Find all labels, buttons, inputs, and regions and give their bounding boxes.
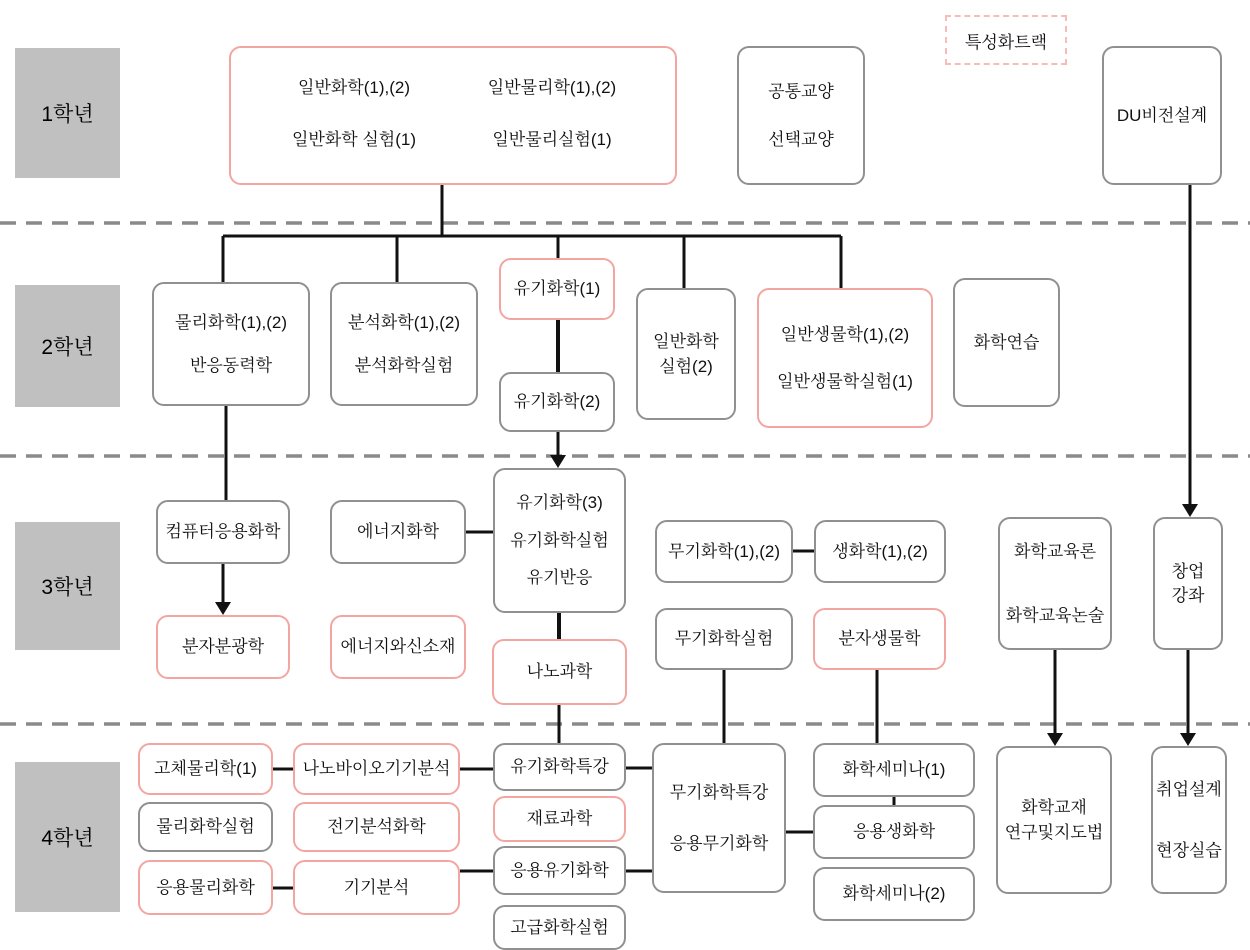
course-label: 창업 xyxy=(1171,561,1205,581)
course-label: 일반물리실험(1) xyxy=(492,129,612,149)
course-label: 고체물리학(1) xyxy=(154,759,257,779)
course-box-inorganic-chem-lab xyxy=(655,608,793,670)
course-label: 응용물리화학 xyxy=(156,877,255,897)
course-box-organic2 xyxy=(499,372,615,432)
course-box-nano-bio-instrument xyxy=(293,743,460,795)
course-label: 분석화학(1),(2) xyxy=(348,312,460,332)
course-box-inorganic-special-group xyxy=(652,743,786,893)
course-box-materials-science xyxy=(493,796,626,842)
course-label: 유기화학(1) xyxy=(513,279,601,299)
year-label-3 xyxy=(15,522,120,650)
special-track-tag xyxy=(945,15,1067,65)
course-label: 화학교육논술 xyxy=(1005,605,1105,625)
year-label-text: 2학년 xyxy=(41,336,94,359)
course-label: 분자분광학 xyxy=(181,637,265,657)
course-label: 일반화학 실험(1) xyxy=(291,129,417,149)
course-label: 기기분석 xyxy=(343,877,410,897)
course-label: 재료과학 xyxy=(526,809,593,829)
course-box-organic3-group xyxy=(493,468,626,613)
year-label-4 xyxy=(15,762,120,912)
course-box-electro-analytical xyxy=(293,802,460,852)
course-label: 응용무기화학 xyxy=(669,834,769,853)
year-label-2 xyxy=(15,285,120,407)
course-box-first-year-core xyxy=(229,46,677,185)
course-box-computer-applied-chem xyxy=(156,500,290,564)
course-box-molecular-spectroscopy xyxy=(156,615,290,679)
course-label: 나노바이오기기분석 xyxy=(302,759,451,779)
course-label: 유기화학(3) xyxy=(516,493,603,513)
course-label: 나노과학 xyxy=(526,662,593,682)
course-label: 공통교양 xyxy=(768,81,834,101)
course-box-energy-new-materials xyxy=(330,615,466,679)
course-label: 실험(2) xyxy=(659,356,713,376)
course-box-analytical-chem xyxy=(330,282,478,406)
course-box-chem-education xyxy=(998,517,1112,650)
course-label: 유기화학(2) xyxy=(513,392,601,412)
course-box-general-bio xyxy=(757,288,933,428)
course-label: 고급화학실험 xyxy=(510,917,609,937)
course-box-applied-organic xyxy=(493,846,626,895)
year-label-text: 3학년 xyxy=(41,576,94,599)
course-label: 일반화학(1),(2) xyxy=(298,78,410,98)
course-box-nano-science xyxy=(492,639,627,705)
course-box-biochem xyxy=(814,520,946,583)
course-label: 유기화학실험 xyxy=(510,530,609,550)
course-box-physical-chem xyxy=(152,282,310,406)
course-box-applied-physical-chem xyxy=(138,860,273,915)
course-box-physical-chem-lab xyxy=(138,802,273,852)
course-label: 물리화학(1),(2) xyxy=(175,312,287,332)
course-label: 화학세미나(1) xyxy=(842,760,946,780)
course-label: 화학교육론 xyxy=(1013,542,1097,561)
course-label: 무기화학실험 xyxy=(674,629,774,649)
course-label: 에너지화학 xyxy=(356,522,440,542)
course-box-applied-biochem xyxy=(813,805,975,859)
course-box-energy-chem xyxy=(330,500,466,564)
course-box-liberal-arts xyxy=(737,46,865,185)
course-box-chem-practice xyxy=(953,278,1060,407)
course-label: 에너지와신소재 xyxy=(340,637,456,657)
course-box-chem-textbook xyxy=(996,746,1112,894)
course-label: 일반화학 xyxy=(653,332,719,352)
course-label: 유기반응 xyxy=(526,568,593,588)
course-label: 생화학(1),(2) xyxy=(832,541,928,561)
course-label: 유기화학특강 xyxy=(510,757,609,777)
course-label: 현장실습 xyxy=(1156,841,1222,860)
course-label: 응용생화학 xyxy=(852,822,936,842)
year-label-text: 1학년 xyxy=(41,103,94,126)
course-label: 일반생물학(1),(2) xyxy=(780,324,910,344)
course-box-organic1 xyxy=(499,258,615,320)
course-label: 무기화학특강 xyxy=(669,782,769,802)
course-label: 선택교양 xyxy=(768,129,834,149)
year-label-text: 4학년 xyxy=(41,827,94,850)
course-box-instrumental-analysis xyxy=(293,860,460,915)
course-label: 취업설계 xyxy=(1156,779,1222,799)
course-box-solid-state-physics xyxy=(138,743,273,795)
course-label: 연구및지도법 xyxy=(1004,823,1104,842)
course-box-career-design xyxy=(1151,746,1227,894)
course-box-inorganic-chem xyxy=(655,520,793,583)
course-box-startup-course xyxy=(1153,517,1223,650)
course-label: 반응동력학 xyxy=(189,355,273,375)
course-box-chem-seminar2 xyxy=(813,867,975,921)
course-label: 화학연습 xyxy=(973,332,1040,352)
course-box-molecular-bio xyxy=(813,608,946,670)
course-label: 화학세미나(2) xyxy=(842,884,946,904)
course-label: 전기분석화학 xyxy=(327,817,426,837)
year-label-1 xyxy=(15,48,120,178)
course-label: 강좌 xyxy=(1171,586,1205,605)
course-label: 무기화학(1),(2) xyxy=(668,541,780,561)
course-label: 화학교재 xyxy=(1021,797,1087,817)
course-box-chem-seminar1 xyxy=(813,743,975,797)
course-label: DU비전설계 xyxy=(1116,105,1208,125)
course-label: 분석화학실험 xyxy=(354,355,454,375)
course-label: 컴퓨터응용화학 xyxy=(165,522,281,542)
course-label: 분자생물학 xyxy=(838,629,921,649)
course-box-general-chem-lab2 xyxy=(636,288,736,420)
course-label: 물리화학실험 xyxy=(156,817,255,837)
special-track-label: 특성화트랙 xyxy=(964,32,1048,52)
course-label: 응용유기화학 xyxy=(510,860,609,880)
course-box-advanced-chem-lab xyxy=(493,905,626,950)
first-year-course-grid xyxy=(231,48,675,183)
course-box-organic-special xyxy=(493,743,626,791)
course-box-du-vision xyxy=(1102,46,1222,185)
course-label: 일반생물학실험(1) xyxy=(777,372,913,391)
course-label: 일반물리학(1),(2) xyxy=(487,78,617,98)
